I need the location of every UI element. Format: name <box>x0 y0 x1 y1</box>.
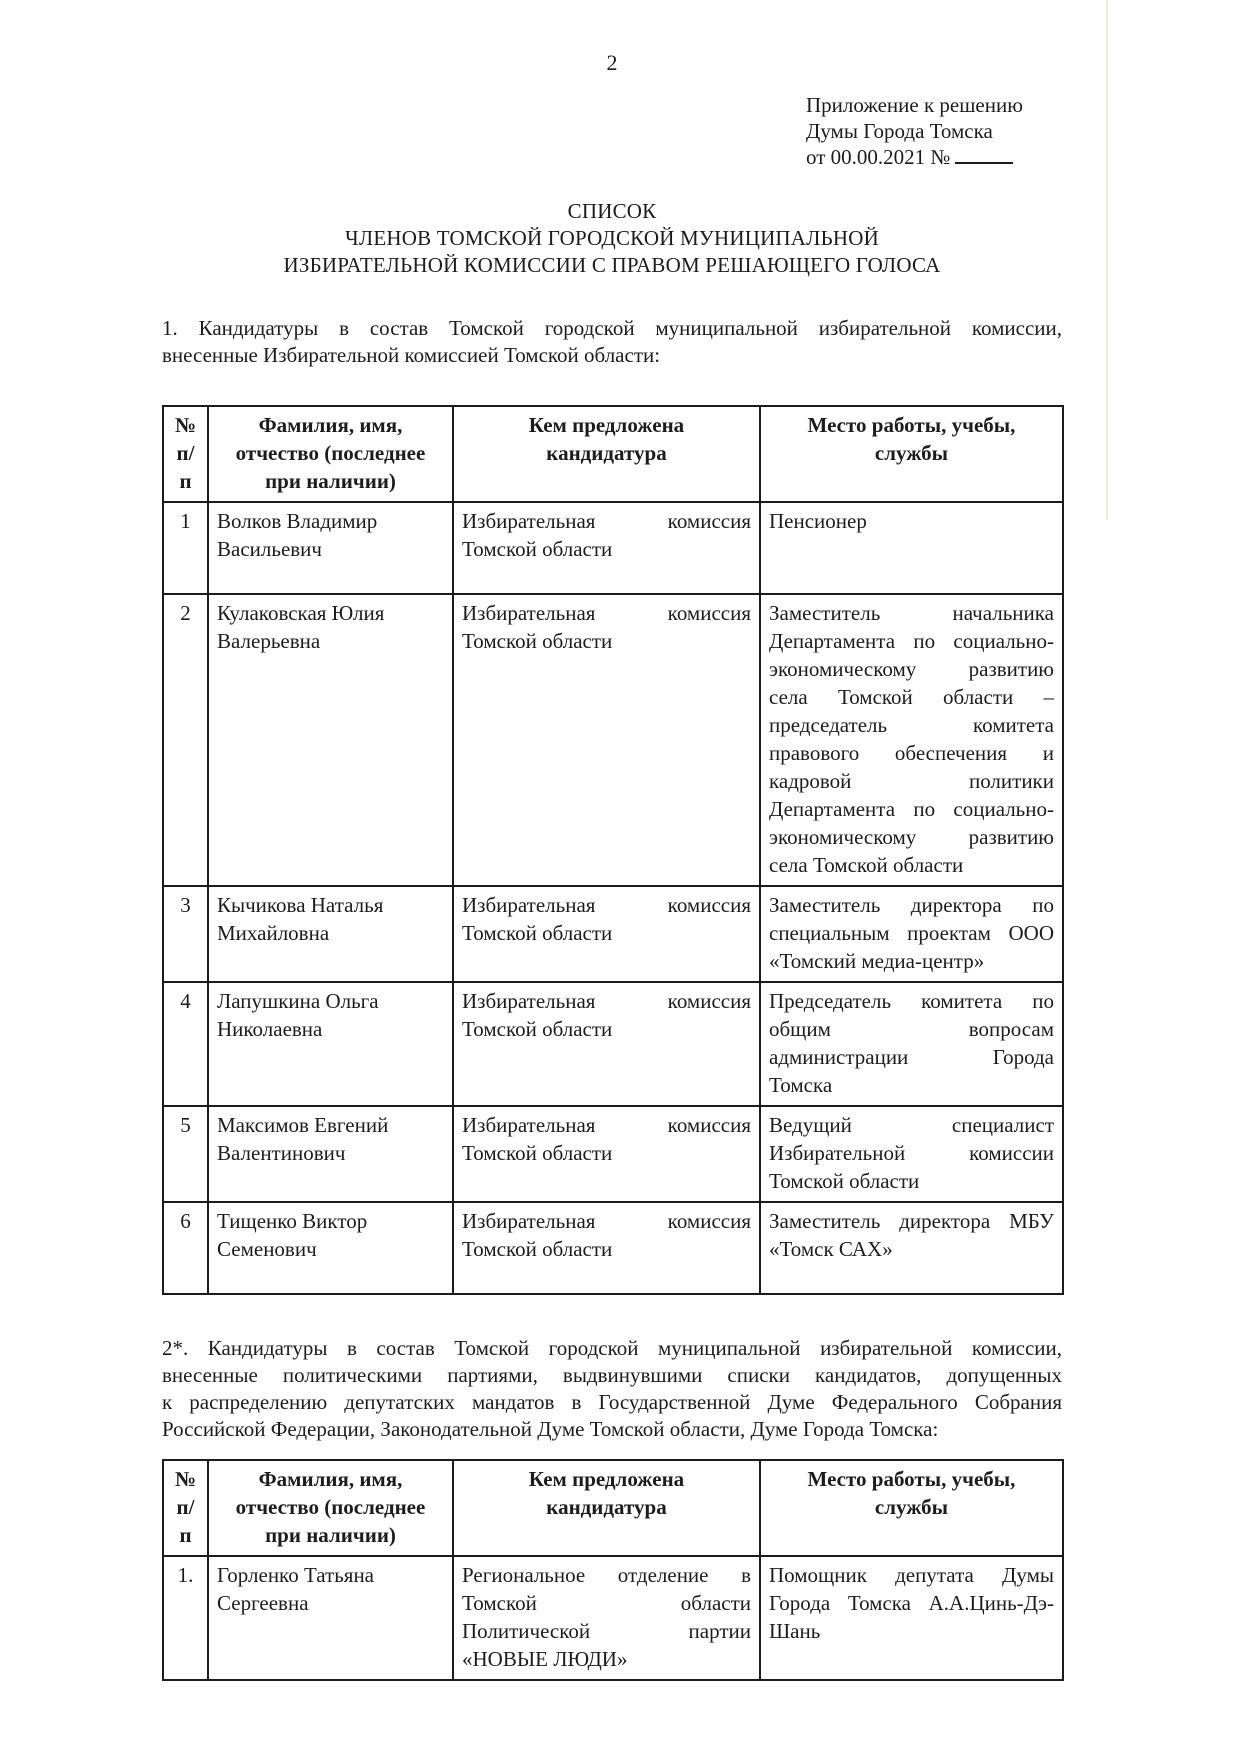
text-line: № <box>174 1467 197 1491</box>
text-line: Фамилия, имя, <box>258 1467 403 1491</box>
table-row <box>163 594 1063 886</box>
text-line: кадровой политики <box>769 769 1054 793</box>
workplace-cell <box>760 1202 1063 1294</box>
text-line: Томской области <box>462 1017 613 1041</box>
text-line: Пенсионер <box>769 509 867 533</box>
workplace-cell <box>760 594 1063 886</box>
text-line: Кем предложена <box>528 413 685 437</box>
table-body <box>163 1556 1063 1680</box>
text-line: Ведущий специалист <box>769 1113 1054 1137</box>
proposed-by-cell <box>453 1106 760 1202</box>
table-row <box>163 502 1063 594</box>
text-line: правового обеспечения и <box>769 741 1054 765</box>
page-number: 2 <box>606 50 618 75</box>
text-line: Избирательной комиссии <box>769 1141 1054 1165</box>
text-line: Семенович <box>217 1237 317 1261</box>
text-line: Заместитель директора по <box>769 893 1054 917</box>
text-line: Михайловна <box>217 921 330 945</box>
text-line: Избирательная комиссия <box>462 601 751 625</box>
text-line: Политической партии <box>462 1619 751 1643</box>
text-line: Лапушкина Ольга <box>217 989 379 1013</box>
text-line: к распределению депутатских мандатов в Государственной Думе Федерального Собрания <box>162 1390 1062 1414</box>
row-number-cell: 3 <box>163 886 208 982</box>
table-header-row <box>163 406 1063 502</box>
text-line: Избирательная комиссия <box>462 509 751 533</box>
header-cell-name <box>208 1460 453 1556</box>
text-line: председатель комитета <box>769 713 1054 737</box>
candidate-name-cell <box>208 886 453 982</box>
header-cell-name <box>208 406 453 502</box>
text-line: общим вопросам <box>769 1017 1054 1041</box>
table-row <box>163 886 1063 982</box>
text-line: экономическому развитию <box>769 657 1054 681</box>
decision-number-blank <box>955 147 1013 164</box>
text-line: Томской области <box>769 1169 920 1193</box>
title-line: ИЗБИРАТЕЛЬНОЙ КОМИССИИ С ПРАВОМ РЕШАЮЩЕГО ГОЛОСА <box>283 253 941 277</box>
row-number-cell: 5 <box>163 1106 208 1202</box>
candidate-name-cell <box>208 1106 453 1202</box>
text-line: отчество (последнее <box>235 1495 426 1519</box>
text-line: «Томск САХ» <box>769 1237 893 1261</box>
candidate-name-cell <box>208 502 453 594</box>
table-row <box>163 1556 1063 1680</box>
text-line: Валерьевна <box>217 629 321 653</box>
text-line: при наличии) <box>265 1523 396 1547</box>
text-line: Томска <box>769 1073 833 1097</box>
title-line: ЧЛЕНОВ ТОМСКОЙ ГОРОДСКОЙ МУНИЦИПАЛЬНОЙ <box>345 226 879 250</box>
proposed-by-cell <box>453 594 760 886</box>
text-line: Горленко Татьяна <box>217 1563 374 1587</box>
text-line: Избирательная комиссия <box>462 1113 751 1137</box>
candidate-name-cell <box>208 982 453 1106</box>
row-number-cell: 4 <box>163 982 208 1106</box>
text-line: Томской области <box>462 537 613 561</box>
text-line: Волков Владимир <box>217 509 378 533</box>
text-line: Помощник депутата Думы <box>769 1563 1054 1587</box>
scan-artifact-line <box>1106 0 1108 520</box>
workplace-cell <box>760 982 1063 1106</box>
workplace-cell <box>760 502 1063 594</box>
text-line: Фамилия, имя, <box>258 413 403 437</box>
text-line: кандидатура <box>546 1495 667 1519</box>
appendix-line: Думы Города Томска <box>806 119 993 143</box>
section2-intro-paragraph <box>162 1335 1062 1443</box>
row-number-cell: 1. <box>163 1556 208 1680</box>
text-line: п/п <box>176 441 195 493</box>
appendix-line: Приложение к решению <box>806 93 1023 117</box>
text-line: Избирательная комиссия <box>462 1209 751 1233</box>
text-line: Место работы, учебы, <box>807 413 1016 437</box>
text-line: Валентинович <box>217 1141 346 1165</box>
text-line: Томской области <box>462 1237 613 1261</box>
text-line: села Томской области – <box>769 685 1054 709</box>
proposed-by-cell <box>453 886 760 982</box>
proposed-by-cell <box>453 1202 760 1294</box>
text-line: Избирательная комиссия <box>462 893 751 917</box>
text-line: Кычикова Наталья <box>217 893 384 917</box>
header-cell-number <box>163 406 208 502</box>
document-content <box>162 0 1062 1681</box>
proposed-by-cell <box>453 502 760 594</box>
text-line: службы <box>874 1495 949 1519</box>
document-title <box>162 198 1062 279</box>
commission-members-table-2 <box>162 1459 1064 1681</box>
header-cell-workplace <box>760 1460 1063 1556</box>
appendix-date-number: от 00.00.2021 № <box>806 145 951 169</box>
text-line: Шань <box>769 1619 821 1643</box>
text-line: службы <box>874 441 949 465</box>
proposed-by-cell <box>453 982 760 1106</box>
text-line: п/п <box>176 1495 195 1547</box>
text-line: Сергеевна <box>217 1591 309 1615</box>
text-line: Максимов Евгений <box>217 1113 389 1137</box>
text-line: специальным проектам ООО <box>769 921 1054 945</box>
text-line: отчество (последнее <box>235 441 426 465</box>
header-cell-proposed-by <box>453 1460 760 1556</box>
header-cell-proposed-by <box>453 406 760 502</box>
text-line: Российской Федерации, Законодательной Думе Томской области, Думе Города Томска: <box>162 1417 939 1441</box>
row-number-cell: 1 <box>163 502 208 594</box>
text-line: «Томский медиа-центр» <box>769 949 985 973</box>
candidate-name-cell <box>208 1202 453 1294</box>
text-line: Кулаковская Юлия <box>217 601 385 625</box>
text-line: Города Томска А.А.Цинь-Дэ- <box>769 1591 1054 1615</box>
text-line: кандидатура <box>546 441 667 465</box>
header-cell-workplace <box>760 406 1063 502</box>
text-line: Томской области <box>462 1141 613 1165</box>
text-line: администрации Города <box>769 1045 1054 1069</box>
text-line: Томской области <box>462 921 613 945</box>
appendix-line <box>806 144 1062 170</box>
appendix-note <box>806 92 1062 170</box>
text-line: Председатель комитета по <box>769 989 1054 1013</box>
text-line: при наличии) <box>265 469 396 493</box>
text-line: внесенные Избирательной комиссией Томской области: <box>162 343 661 367</box>
text-line: Томской области <box>462 1591 751 1615</box>
text-line: Региональное отделение в <box>462 1563 751 1587</box>
commission-members-table-1 <box>162 405 1064 1295</box>
workplace-cell <box>760 886 1063 982</box>
text-line: экономическому развитию <box>769 825 1054 849</box>
text-line: Тищенко Виктор <box>217 1209 368 1233</box>
text-line: Заместитель директора МБУ <box>769 1209 1054 1233</box>
table-row <box>163 1106 1063 1202</box>
table-row <box>163 1202 1063 1294</box>
text-line: «НОВЫЕ ЛЮДИ» <box>462 1647 628 1671</box>
section1-intro-paragraph <box>162 315 1062 369</box>
proposed-by-cell <box>453 1556 760 1680</box>
text-line: Избирательная комиссия <box>462 989 751 1013</box>
text-line: Место работы, учебы, <box>807 1467 1016 1491</box>
candidate-name-cell <box>208 594 453 886</box>
text-line: села Томской области <box>769 853 964 877</box>
text-line: Васильевич <box>217 537 322 561</box>
workplace-cell <box>760 1106 1063 1202</box>
row-number-cell: 6 <box>163 1202 208 1294</box>
header-cell-number <box>163 1460 208 1556</box>
text-line: Департамента по социально- <box>769 797 1054 821</box>
candidate-name-cell <box>208 1556 453 1680</box>
text-line: Николаевна <box>217 1017 323 1041</box>
table-header-row <box>163 1460 1063 1556</box>
text-line: Кем предложена <box>528 1467 685 1491</box>
text-line: Департамента по социально- <box>769 629 1054 653</box>
text-line: Заместитель начальника <box>769 601 1054 625</box>
title-line: СПИСОК <box>567 199 657 223</box>
text-line: № <box>174 413 197 437</box>
text-line: Томской области <box>462 629 613 653</box>
table-body <box>163 502 1063 1294</box>
row-number-cell: 2 <box>163 594 208 886</box>
workplace-cell <box>760 1556 1063 1680</box>
table-row <box>163 982 1063 1106</box>
text-line: внесенные политическими партиями, выдвинувшими списки кандидатов, допущенных <box>162 1363 1062 1387</box>
text-line: 1. Кандидатуры в состав Томской городской муниципальной избирательной комиссии, <box>162 316 1062 340</box>
text-line: 2*. Кандидатуры в состав Томской городской муниципальной избирательной комиссии, <box>162 1336 1062 1360</box>
